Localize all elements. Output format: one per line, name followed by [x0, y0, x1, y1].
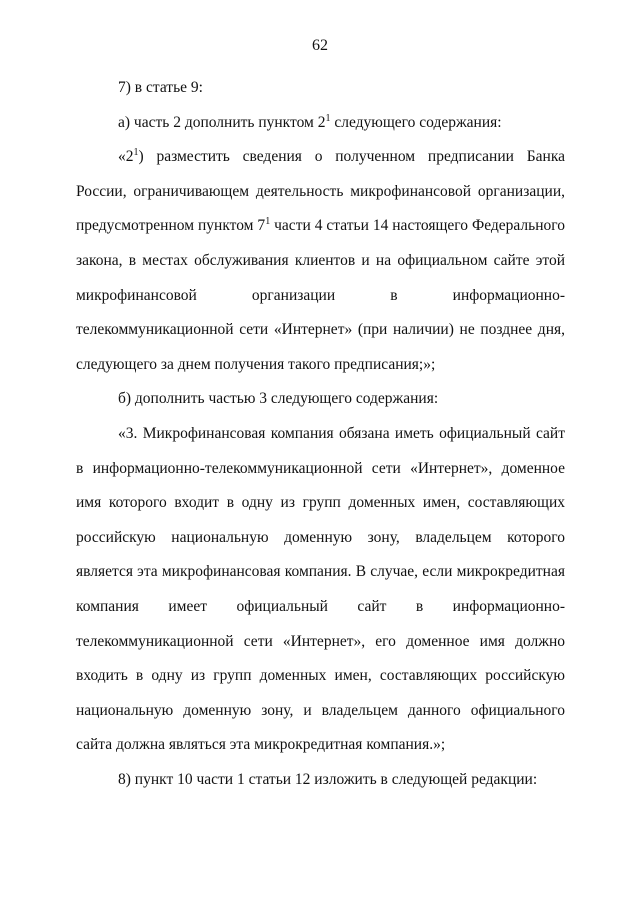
paragraph-point-2-1	[76, 140, 565, 382]
superscript: 1	[265, 216, 271, 228]
page-number: 62	[312, 37, 328, 54]
paragraph-article-9: 7) в статье 9:	[118, 79, 203, 96]
paragraph-text: части 4 статьи 14 настоящего Федерального закона, в местах обслуживания клиентов и на официальном сайте этой микрофинансовой организации в информационно-телекоммуникационной сети «Интернет» (при наличии) не позднее дня, следующего за днем получения такого предписания;»;	[76, 217, 565, 373]
paragraph-part-2-amendment	[76, 106, 565, 141]
document-body	[76, 71, 565, 797]
paragraph-text: «2	[118, 148, 134, 166]
paragraph-text: а) часть 2 дополнить пунктом 2	[118, 113, 326, 131]
paragraph-text: ) разместить сведения о полученном предписании Банка России, ограничивающем деятельность микрофинансовой организации, предусмотренном пунктом 7	[76, 148, 565, 235]
paragraph-text: следующего содержания:	[330, 113, 502, 131]
paragraph-article-12: 8) пункт 10 части 1 статьи 12 изложить в следующей редакции:	[118, 770, 538, 788]
paragraph-part-3-amendment: б) дополнить частью 3 следующего содержания:	[118, 390, 439, 408]
superscript: 1	[325, 112, 331, 124]
paragraph-part-3-text: «3. Микрофинансовая компания обязана иметь официальный сайт в информационно-телекоммуникационной сети «Интернет», доменное имя которого входит в одну из групп доменных имен, составляющих российскую национальную доменную зону, владельцем которого является эта микрофинансовая компания. В случае, если микрокредитная компания имеет официальный сайт в информационно-телекоммуникационной сети «Интернет», его доменное имя должно входить в одну из групп доменных имен, составляющих российскую национальную доменную зону, и владельцем данного официального сайта должна являться эта микрокредитная компания.»;	[76, 424, 565, 754]
superscript: 1	[133, 147, 139, 159]
